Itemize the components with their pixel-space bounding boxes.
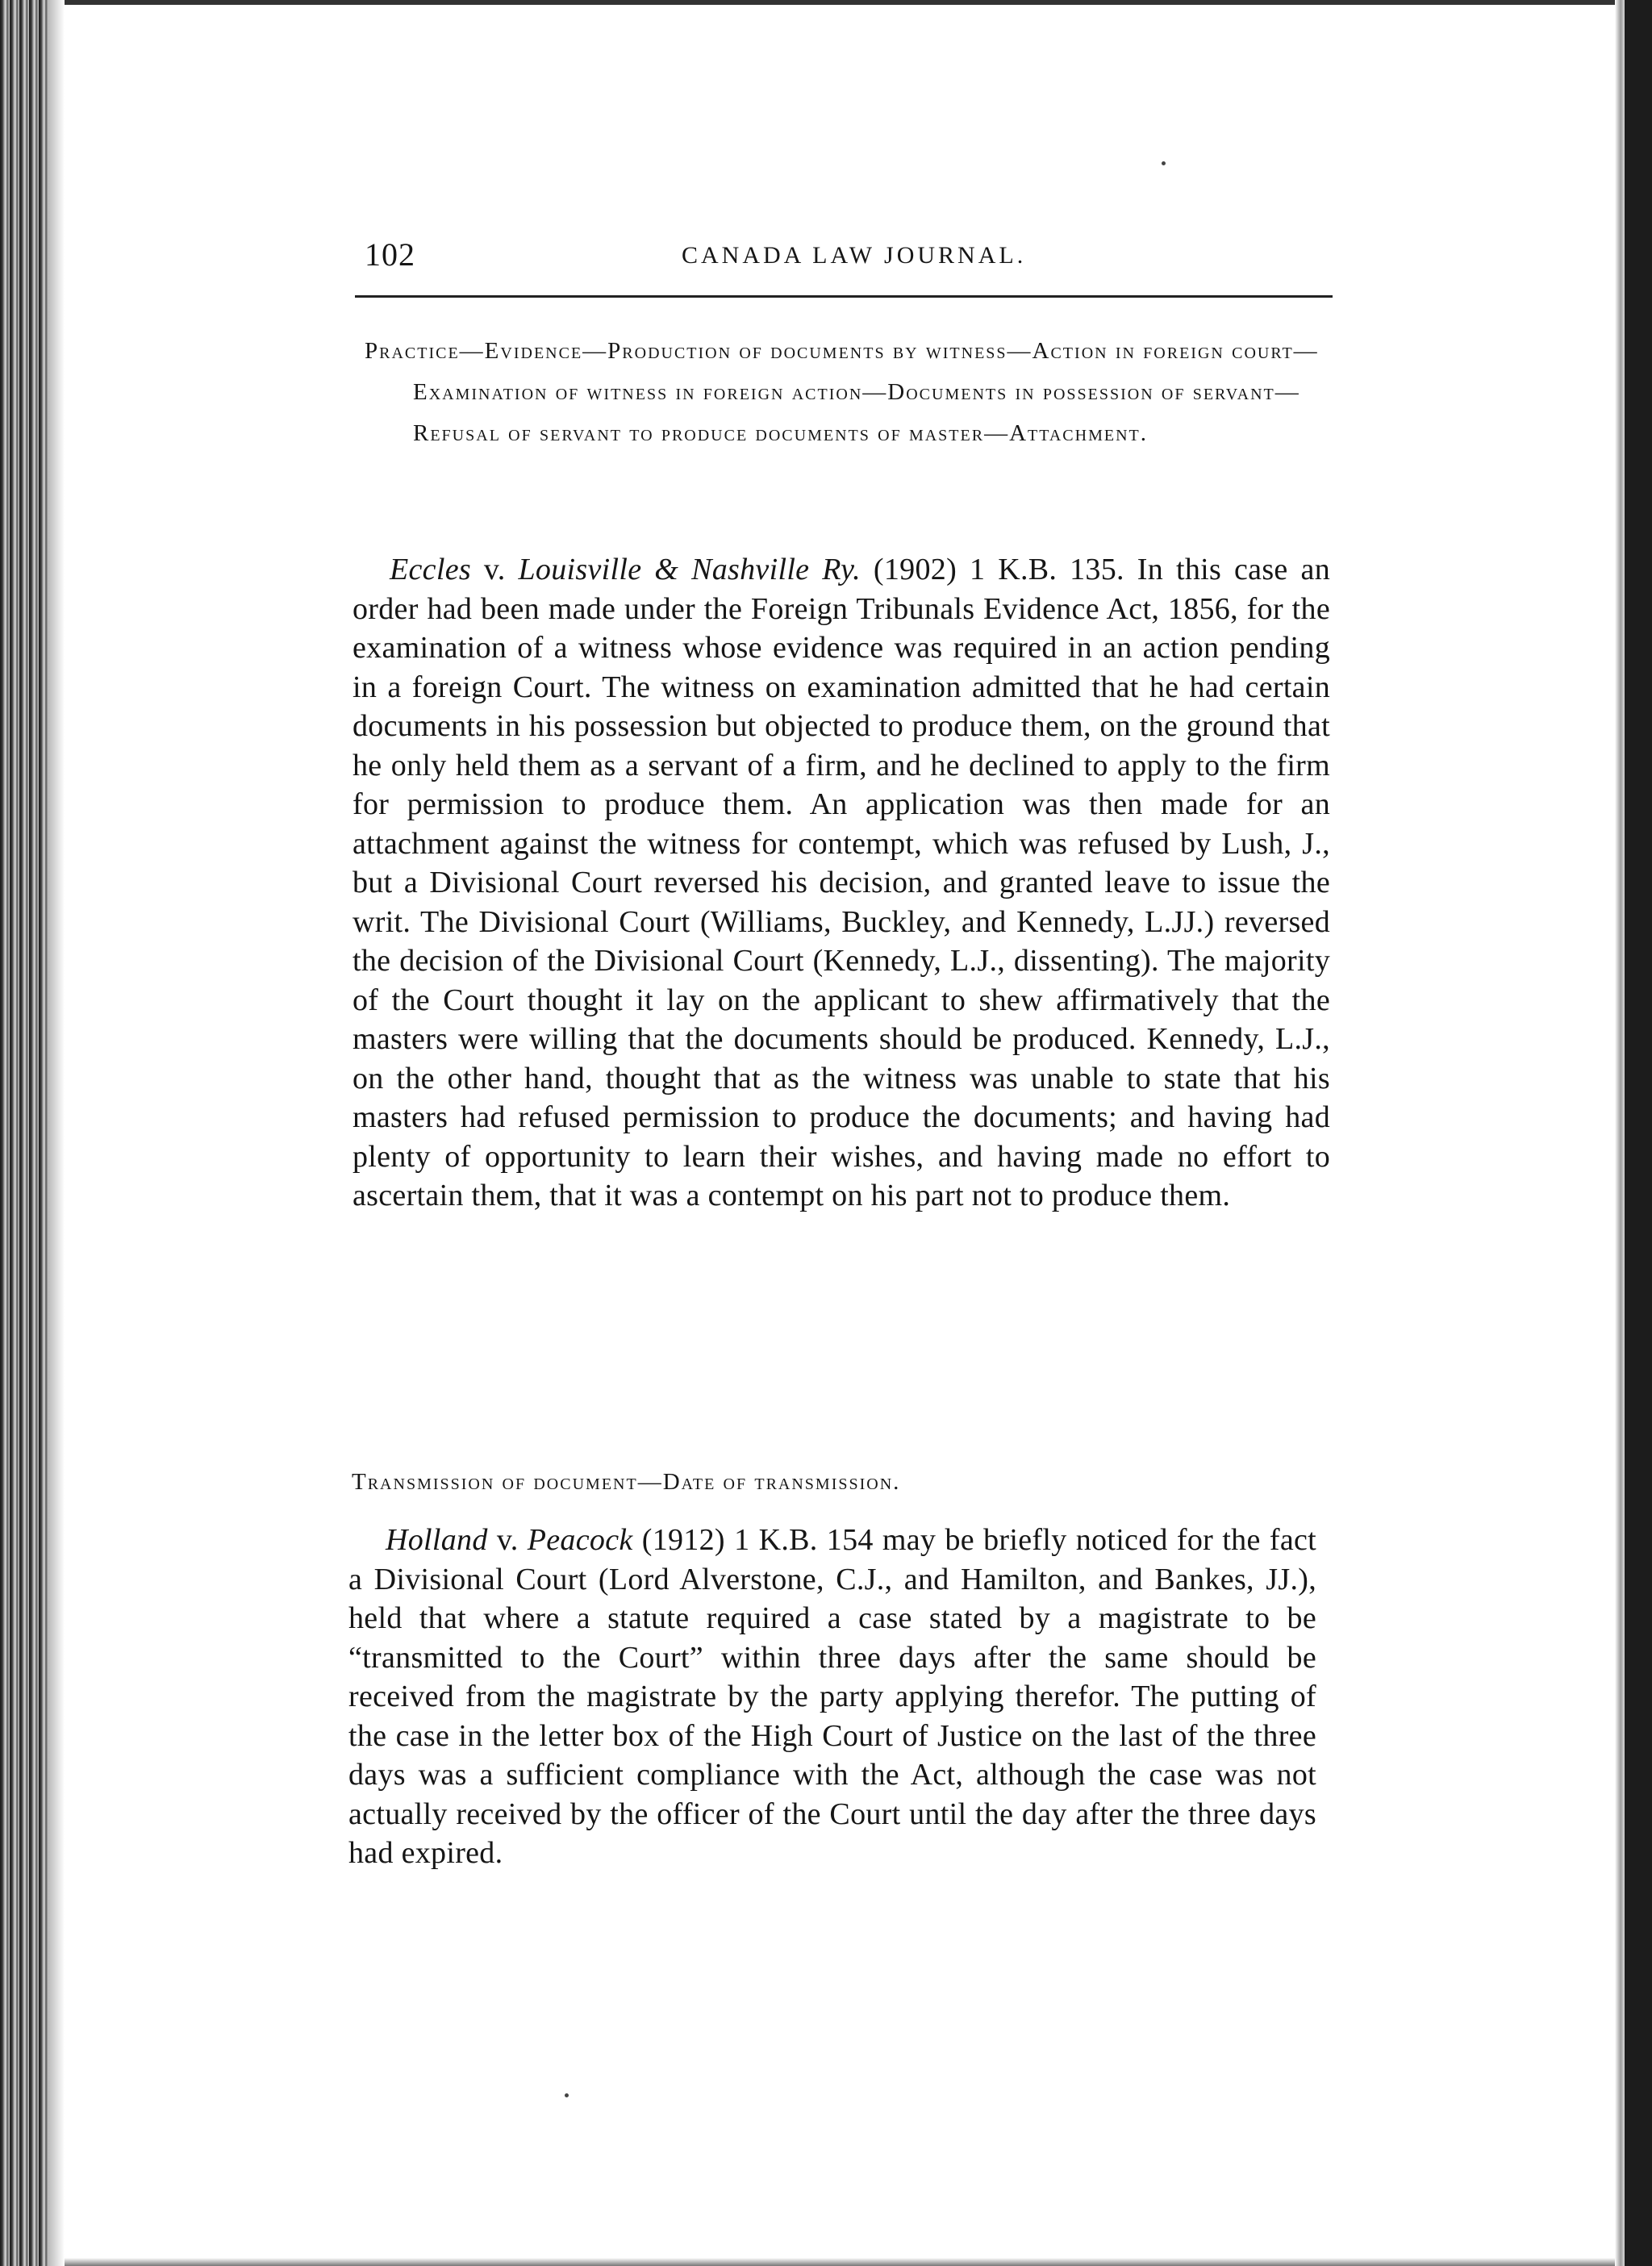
scan-border-top	[65, 0, 1615, 5]
case-name-defendant: Louisville & Nashville Ry.	[518, 553, 861, 586]
case-paragraph-holland	[348, 1521, 1316, 1873]
case-paragraph-eccles	[353, 550, 1330, 1216]
running-head-journal-title: CANADA LAW JOURNAL.	[682, 242, 1027, 269]
page-gutter-shadow	[48, 0, 65, 2266]
section-heading-practice-evidence: Practice—Evidence—Production of documents by witness—Action in foreign court—Examination of witness in foreign action—Documents in possession of servant—Refusal of servant to produce documents of master—Attachment.	[365, 338, 1319, 446]
case-name-defendant: Peacock	[527, 1523, 633, 1557]
versus-text: v.	[470, 553, 519, 586]
page-number: 102	[365, 236, 415, 273]
section-heading-transmission: Transmission of document—Date of transmission.	[352, 1469, 901, 1495]
header-rule	[355, 295, 1333, 298]
page-edge-shadow-right	[1615, 0, 1625, 2266]
case-body-text: (1912) 1 K.B. 154 may be briefly noticed for the fact a Divisional Court (Lord Alverstone, C.J., and Hamilton, and Bankes, JJ.), held that where a statute required a case stated by a magistrate to be “transmitted to the Court” within three days after the same should be received from the magistrate by the party applying therefor. The putting of the case in the letter box of the High Court of Justice on the last of the three days was a sufficient compliance with the Act, although the case was not actually received by the officer of the Court until the day after the three days had expired.	[348, 1523, 1317, 1870]
scan-border-right	[1625, 0, 1652, 2266]
case-name-plaintiff: Eccles	[390, 553, 471, 586]
scan-speck	[1162, 161, 1166, 165]
book-spine-edge-left	[0, 0, 48, 2266]
scan-speck	[565, 2093, 569, 2097]
versus-text: v.	[487, 1523, 528, 1557]
case-name-plaintiff: Holland	[386, 1523, 488, 1557]
scan-border-bottom	[65, 2258, 1615, 2266]
case-body-text: (1902) 1 K.B. 135. In this case an order had been made under the Foreign Tribunals Evidence Act, 1856, for the examination of a witness whose evidence was required in an action pending in a foreign Court. The witness on examination admitted that he had certain documents in his possession but objected to produce them, on the ground that he only held them as a servant of a firm, and he declined to apply to the firm for permission to produce them. An application was then made for an attachment against the witness for contempt, which was refused by Lush, J., but a Divisional Court reversed his decision, and granted leave to issue the writ. The Divisional Court (Williams, Buckley, and Kennedy, L.JJ.) reversed the decision of the Divisional Court (Kennedy, L.J., dissenting). The majority of the Court thought it lay on the applicant to shew affirmatively that the masters were willing that the documents should be produced. Kennedy, L.J., on the other hand, thought that as the witness was unable to state that his masters had refused permission to produce the documents; and having had plenty of opportunity to learn their wishes, and having made no effort to ascertain them, that it was a contempt on his part not to produce them.	[353, 553, 1330, 1212]
